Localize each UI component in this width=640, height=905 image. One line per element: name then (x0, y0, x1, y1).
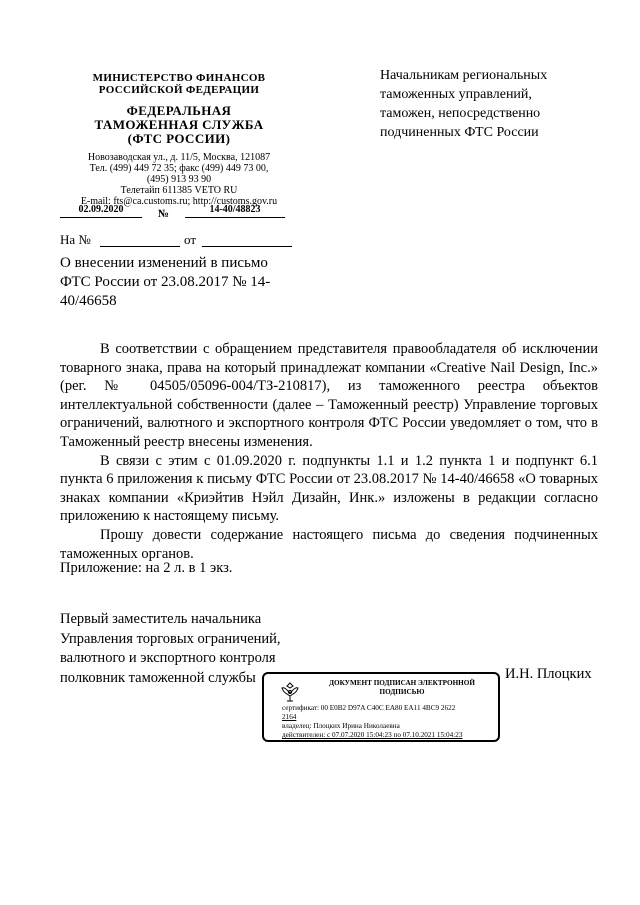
stamp-certificate: сертификат: 00 E0B2 D97A C40C EA80 EA11 4BC9 2622 (282, 704, 456, 712)
registration-number-label: № (158, 208, 170, 220)
signer-line-3: валютного и экспортного контроля (60, 650, 276, 667)
phone-2: (495) 913 93 90 (146, 174, 212, 185)
electronic-signature-stamp (262, 672, 500, 742)
phone: Тел. (499) 449 72 35; факс (499) 449 73 00, (89, 163, 269, 174)
agency-line-1: ФЕДЕРАЛЬНАЯ (126, 103, 232, 118)
stamp-title: ДОКУМЕНТ ПОДПИСАН ЭЛЕКТРОННОЙ ПОДПИСЬЮ (329, 679, 475, 696)
letterhead (60, 72, 298, 207)
attachment-note: Приложение: на 2 л. в 1 экз. (60, 560, 233, 576)
agency-name (60, 104, 298, 146)
reference-number-label: На № (60, 232, 91, 247)
emblem-icon (278, 680, 302, 704)
stamp-owner: владелец: Плоцких Ирина Николаевна (282, 722, 400, 730)
agency-line-2: ТАМОЖЕННАЯ СЛУЖБА (94, 117, 264, 132)
agency-contacts (60, 152, 298, 207)
paragraph-1: В соответствии с обращением представителя правообладателя об исключении товарного знака, права на который принадлежат компании «Creative Nail Design, Inc.» (рег. № 04505/05096-004/ТЗ-210817), из таможенного реестра объектов интеллектуальной собственности (далее – Таможенный реестр) Управление торговых ограничений, валютного и экспортного контроля ФТС России уведомляет о том, что в Таможенный реестр внесены изменения. (60, 341, 598, 450)
signer-name: И.Н. Плоцких (505, 666, 592, 682)
paragraph-3: Прошу довести содержание настоящего письма до сведения подчиненных таможенных органов. (60, 526, 598, 562)
signer-line-4: полковник таможенной службы (60, 669, 256, 686)
stamp-valid: действителен: с 07.07.2020 15:04:23 по 07.10.2021 15:04:23 (282, 731, 463, 739)
subject: О внесении изменений в письмо ФТС России от 23.08.2017 № 14-40/46658 (60, 255, 271, 309)
agency-line-3: (ФТС РОССИИ) (127, 131, 231, 146)
reference-number-line (100, 246, 180, 247)
registration-number: 14-40/48823 (185, 204, 285, 218)
stamp-details (282, 704, 498, 740)
address: Новозаводская ул., д. 11/5, Москва, 121087 (87, 152, 271, 163)
ministry-name: МИНИСТЕРСТВО ФИНАНСОВ РОССИЙСКОЙ ФЕДЕРАЦИИ (92, 72, 266, 96)
signer-line-2: Управления торговых ограничений, (60, 630, 281, 647)
email: E-mail: fts@ca.customs.ru; http://customs.gov.ru (80, 196, 278, 207)
registration-date: 02.09.2020 (60, 204, 142, 218)
addressee: Начальникам региональных таможенных управлений, таможен, непосредственно подчиненных ФТС России (380, 68, 548, 140)
reference-from-line (202, 246, 292, 247)
letter-body (60, 340, 598, 563)
teletype: Телетайп 611385 VETO RU (120, 185, 238, 196)
stamp-certificate-2: 2164 (282, 713, 297, 721)
signer-line-1: Первый заместитель начальника (60, 611, 262, 627)
paragraph-2: В связи с этим с 01.09.2020 г. подпункты 1.1 и 1.2 пункта 1 и подпункт 6.1 пункта 6 приложения к письму ФТС России от 23.08.2017 № 14-40/46658 «О товарных знаках компании «Криэйтив Нэйл Дизайн, Инк.» изложены в редакции согласно приложению к настоящему письму. (60, 452, 598, 525)
reference-from-label: от (184, 232, 197, 247)
